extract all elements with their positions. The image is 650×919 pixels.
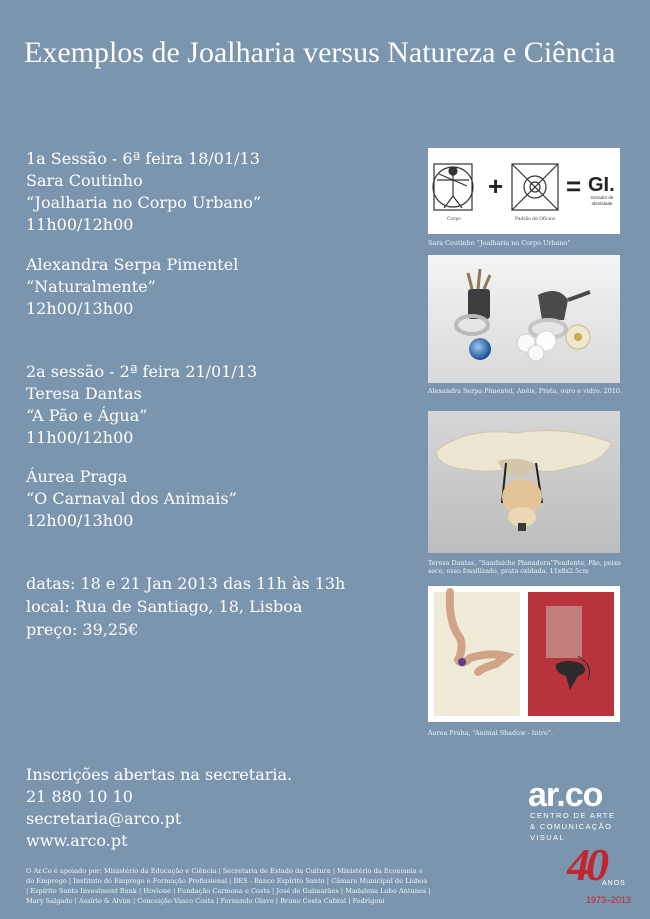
- image-sara-coutinho: [428, 148, 620, 234]
- body-pattern-identity-diagram: [428, 148, 620, 234]
- talk-title: “Naturalmente”: [26, 277, 156, 296]
- event-dates: datas: 18 e 21 Jan 2013 das 11h às 13h: [26, 574, 346, 593]
- caption-img3: Teresa Dantas, “Sanduíche Planadora”Pendente, Pão, peixe seco, osso fossilizado, prata oxidada. 11x8x2.5cm: [428, 559, 622, 575]
- email-link[interactable]: secretaria@arco.pt: [26, 809, 182, 828]
- arco-sub-line2: & COMUNICAÇÃO: [530, 822, 613, 831]
- speaker-name: Alexandra Serpa Pimentel: [26, 255, 239, 274]
- talk-title: “A Pão e Água”: [26, 406, 148, 425]
- arco-sub-line1: CENTRO DE ARTE: [530, 811, 616, 820]
- event-details: [26, 572, 345, 641]
- animal-shadow-photos: [428, 586, 620, 722]
- phone-number: 21 880 10 10: [26, 787, 133, 806]
- anniversary-anos: ANOS: [602, 880, 626, 887]
- talk-title: “Joalharia no Corpo Urbano”: [26, 193, 262, 212]
- event-location: local: Rua de Santiago, 18, Lisboa: [26, 597, 303, 616]
- gi-logo: GI.: [588, 174, 615, 196]
- session-2-heading: 2a sessão - 2ª feira 21/01/13: [26, 362, 258, 381]
- svg-text:+: +: [488, 171, 504, 201]
- talk-time: 11h00/12h00: [26, 215, 134, 234]
- diagram-label-body: Corpo: [447, 217, 461, 222]
- caption-img4: Áurea Praha, “Animal Shadow - Intro”.: [428, 729, 554, 737]
- image-teresa-pendant: [428, 411, 620, 553]
- talk-time: 11h00/12h00: [26, 428, 134, 447]
- speaker-name: Teresa Dantas: [26, 384, 142, 403]
- website-link[interactable]: www.arco.pt: [26, 831, 128, 850]
- image-alexandra-rings: [428, 255, 620, 383]
- session-1-heading: 1a Sessão - 6ª feira 18/01/13: [26, 149, 260, 168]
- arco-sub-line3: VISUAL: [530, 833, 566, 842]
- anniversary-years: 1973–2013: [586, 895, 632, 905]
- session-1-talk-2: [26, 254, 406, 320]
- session-1-block: [26, 148, 406, 236]
- talk-title: “O Carnaval dos Animais”: [26, 489, 237, 508]
- gi-logo-subtitle: Gerador de Identidade: [590, 195, 614, 206]
- registration-note: Inscrições abertas na secretaria.: [26, 765, 293, 784]
- caption-img1: Sara Coutinho “Joalharia no Corpo Urbano”: [428, 239, 571, 247]
- page-title: Exemplos de Joalharia versus Natureza e Ciência: [24, 36, 616, 69]
- session-2-talk-2: [26, 466, 406, 532]
- talk-time: 12h00/13h00: [26, 299, 134, 318]
- diagram-label-pattern: Padrão de Ofícios: [514, 217, 556, 222]
- contact-block: [26, 764, 292, 852]
- event-price: preço: 39,25€: [26, 620, 139, 639]
- anniversary-40: 40: [567, 839, 605, 890]
- arco-logo: ar.co: [528, 776, 603, 814]
- svg-text:=: =: [566, 171, 582, 201]
- rings-photo: [428, 255, 620, 383]
- session-2-block: [26, 361, 406, 449]
- sponsors-footer: O Ar.Co é apoiado por: Ministério da Educação e Ciência | Secretaria de Estado da Cultura | Ministério da Economia e do Emprego | Instituto do Emprego e Formação Profissional | BES - Banco Espírito Santo | Câmara Municipal de Lisboa | Espírito Santo Investment Bank | Hovione | Fundação Carmona e Costa | José de Guimarães | Madalena Lobo Antunes | Mary Salgado | Assírio & Alvim | Conceição Vasco Costa | Fernando Olavo | Bruno Costa Cabral | Fedrigoni: [26, 867, 431, 905]
- speaker-name: Áurea Praga: [26, 467, 128, 486]
- speaker-name: Sara Coutinho: [26, 171, 143, 190]
- talk-time: 12h00/13h00: [26, 511, 134, 530]
- pendant-photo: [428, 411, 620, 553]
- caption-img2: Alexandra Serpa Pimentel, Anéis, Prata, ouro e vidro. 2010.: [428, 387, 622, 395]
- image-aurea-animal-shadow: [428, 586, 620, 722]
